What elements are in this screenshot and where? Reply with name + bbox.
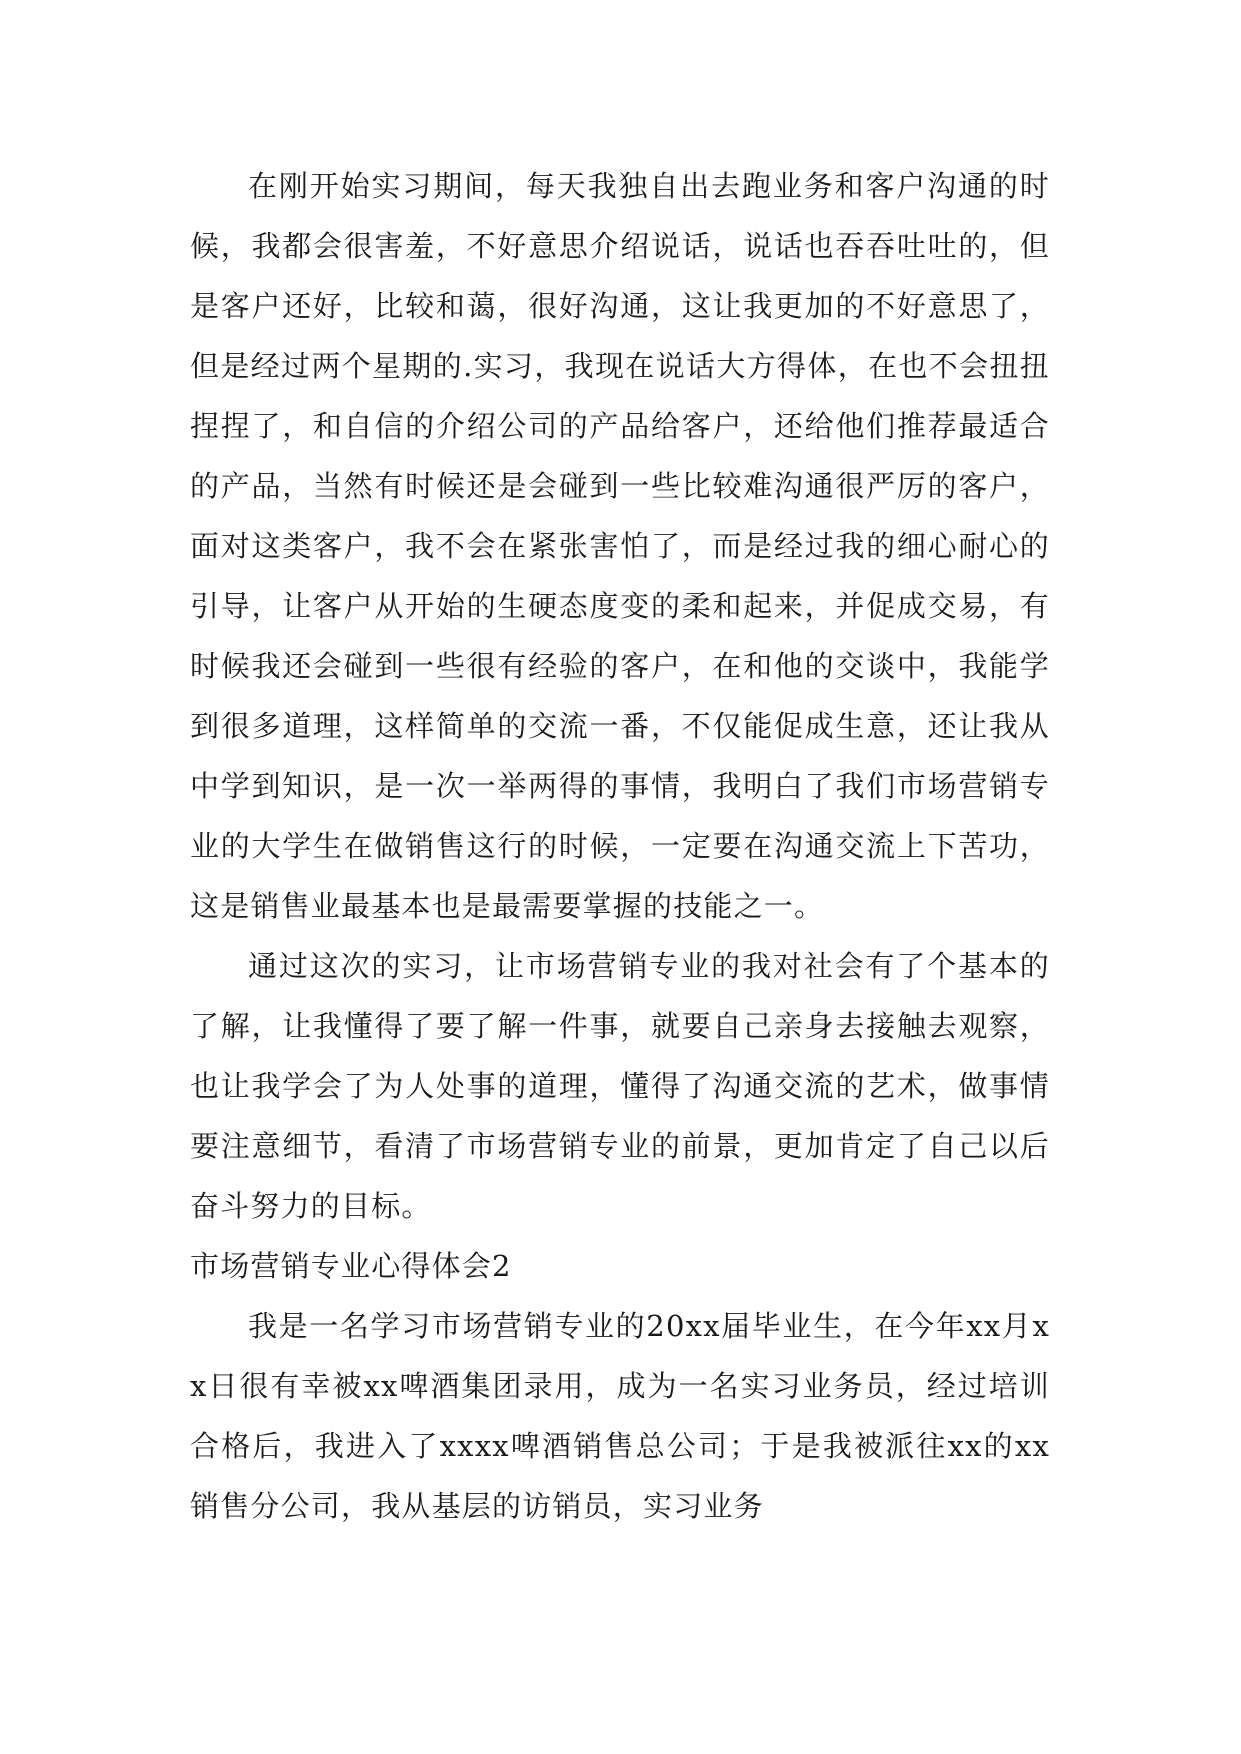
document-body: [190, 156, 1050, 1536]
paragraph-internship-summary: 通过这次的实习，让市场营销专业的我对社会有了个基本的了解，让我懂得了要了解一件事，就要自己亲身去接触去观察，也让我学会了为人处事的道理，懂得了沟通交流的艺术，做事情要注意细节，看清了市场营销专业的前景，更加肯定了自己以后奋斗努力的目标。: [190, 949, 1050, 1223]
paragraph-internship-communication: 在刚开始实习期间，每天我独自出去跑业务和客户沟通的时候，我都会很害羞，不好意思介绍说话，说话也吞吞吐吐的，但是客户还好，比较和蔼，很好沟通，这让我更加的不好意思了，但是经过两个星期的.实习，我现在说话大方得体，在也不会扭扭捏捏了，和自信的介绍公司的产品给客户，还给他们推荐最适合的产品，当然有时候还是会碰到一些比较难沟通很严厉的客户，面对这类客户，我不会在紧张害怕了，而是经过我的细心耐心的引导，让客户从开始的生硬态度变的柔和起来，并促成交易，有时候我还会碰到一些很有经验的客户，在和他的交谈中，我能学到很多道理，这样简单的交流一番，不仅能促成生意，还让我从中学到知识，是一次一举两得的事情，我明白了我们市场营销专业的大学生在做销售这行的时候，一定要在沟通交流上下苦功，这是销售业最基本也是最需要掌握的技能之一。: [190, 169, 1050, 923]
paragraph-beer-group-intro: 我是一名学习市场营销专业的20xx届毕业生，在今年xx月xx日很有幸被xx啤酒集团录用，成为一名实习业务员，经过培训合格后，我进入了xxxx啤酒销售总公司；于是我被派往xx的xx销售分公司，我从基层的访销员，实习业务: [190, 1309, 1050, 1523]
section-heading: 市场营销专业心得体会2: [190, 1249, 512, 1283]
